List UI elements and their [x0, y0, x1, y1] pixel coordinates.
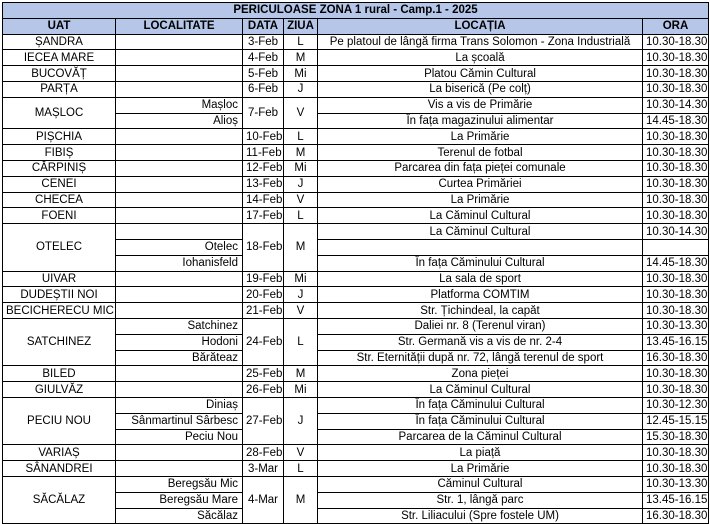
- date-cell: 25-Feb: [243, 366, 284, 382]
- table-row: [3, 476, 709, 492]
- locatia-cell: Platou Cămin Cultural: [318, 66, 643, 82]
- day-cell: J: [284, 287, 318, 303]
- ora-cell: [643, 239, 709, 255]
- locatia-cell: La Primărie: [318, 129, 643, 145]
- date-cell: 26-Feb: [243, 382, 284, 398]
- ora-cell: 10.30-13.30: [643, 318, 709, 334]
- localitate-cell: [116, 66, 243, 82]
- locatia-cell: Căminul Cultural: [318, 476, 643, 492]
- uat-cell: BECICHERECU MIC: [3, 303, 116, 319]
- date-cell: 5-Feb: [243, 66, 284, 82]
- day-cell: L: [284, 318, 318, 365]
- locatia-cell: Terenul de fotbal: [318, 145, 643, 161]
- localitate-cell: Hodoni: [116, 334, 243, 350]
- locatia-cell: În fața Căminului Cultural: [318, 255, 643, 271]
- day-cell: M: [284, 145, 318, 161]
- table-row: [3, 145, 709, 161]
- locatia-cell: Str. Liliacului (Spre fostele UM): [318, 508, 643, 524]
- table-row: [3, 224, 709, 240]
- table-row: [3, 81, 709, 97]
- day-cell: M: [284, 224, 318, 271]
- ora-cell: 10.30-14.30: [643, 97, 709, 113]
- day-cell: M: [284, 50, 318, 66]
- date-cell: 28-Feb: [243, 445, 284, 461]
- day-cell: Mi: [284, 160, 318, 176]
- locatia-cell: În fața Căminului Cultural: [318, 397, 643, 413]
- uat-cell: PIȘCHIA: [3, 129, 116, 145]
- locatia-cell: Curtea Primăriei: [318, 176, 643, 192]
- ora-cell: 10.30-18.30: [643, 145, 709, 161]
- localitate-cell: Iohanisfeld: [116, 255, 243, 271]
- date-cell: 24-Feb: [243, 318, 284, 365]
- date-cell: 19-Feb: [243, 271, 284, 287]
- date-cell: 13-Feb: [243, 176, 284, 192]
- table-title: PERICULOASE ZONA 1 rural - Camp.1 - 2025: [3, 3, 709, 19]
- ora-cell: 10.30-18.30: [643, 129, 709, 145]
- header-ziua: ZIUA: [284, 18, 318, 34]
- locatia-cell: La sala de sport: [318, 271, 643, 287]
- uat-cell: PECIU NOU: [3, 397, 116, 444]
- localitate-cell: Beregsău Mic: [116, 476, 243, 492]
- date-cell: 20-Feb: [243, 287, 284, 303]
- localitate-cell: Sânmartinul Sârbesc: [116, 413, 243, 429]
- ora-cell: 14.45-18.30: [643, 255, 709, 271]
- localitate-cell: Mașloc: [116, 97, 243, 113]
- date-cell: 4-Feb: [243, 50, 284, 66]
- locatia-cell: Str. Germană vis a vis de nr. 2-4: [318, 334, 643, 350]
- uat-cell: ȘANDRA: [3, 34, 116, 50]
- day-cell: M: [284, 476, 318, 523]
- localitate-cell: [116, 160, 243, 176]
- header-locatia: LOCAȚIA: [318, 18, 643, 34]
- localitate-cell: Săcălaz: [116, 508, 243, 524]
- date-cell: 18-Feb: [243, 224, 284, 271]
- localitate-cell: [116, 287, 243, 303]
- table-row: [3, 176, 709, 192]
- localitate-cell: [116, 382, 243, 398]
- localitate-cell: Otelec: [116, 239, 243, 255]
- ora-cell: 10.30-12.30: [643, 397, 709, 413]
- date-cell: 11-Feb: [243, 145, 284, 161]
- table-row: [3, 97, 709, 113]
- locatia-cell: Pe platoul de lângă firma Trans Solomon - Zona Industrială: [318, 34, 643, 50]
- header-data: DATA: [243, 18, 284, 34]
- day-cell: V: [284, 97, 318, 129]
- header-ora: ORA: [643, 18, 709, 34]
- locatia-cell: La Căminul Cultural: [318, 382, 643, 398]
- uat-cell: VARIAȘ: [3, 445, 116, 461]
- date-cell: 27-Feb: [243, 397, 284, 444]
- date-cell: 10-Feb: [243, 129, 284, 145]
- uat-cell: SĂCĂLAZ: [3, 476, 116, 523]
- schedule-body: [3, 34, 709, 524]
- day-cell: V: [284, 445, 318, 461]
- ora-cell: 10.30-18.30: [643, 461, 709, 477]
- ora-cell: 10.30-18.30: [643, 34, 709, 50]
- day-cell: Mi: [284, 382, 318, 398]
- header-uat: UAT: [3, 18, 116, 34]
- locatia-cell: La biserică (Pe colț): [318, 81, 643, 97]
- uat-cell: FIBIȘ: [3, 145, 116, 161]
- locatia-cell: La Primărie: [318, 192, 643, 208]
- ora-cell: 10.30-18.30: [643, 176, 709, 192]
- uat-cell: IECEA MARE: [3, 50, 116, 66]
- uat-cell: CĂRPINIȘ: [3, 160, 116, 176]
- locatia-cell: Parcarea din fața pieței comunale: [318, 160, 643, 176]
- ora-cell: 10.30-18.30: [643, 208, 709, 224]
- locatia-cell: Vis a vis de Primărie: [318, 97, 643, 113]
- table-row: [3, 208, 709, 224]
- day-cell: L: [284, 208, 318, 224]
- table-row: [3, 461, 709, 477]
- locatia-cell: În fața Căminului Cultural: [318, 413, 643, 429]
- uat-cell: FOENI: [3, 208, 116, 224]
- localitate-cell: [116, 224, 243, 240]
- localitate-cell: [116, 50, 243, 66]
- locatia-cell: Platforma COMTIM: [318, 287, 643, 303]
- uat-cell: CENEI: [3, 176, 116, 192]
- uat-cell: SÂNANDREI: [3, 461, 116, 477]
- localitate-cell: Satchinez: [116, 318, 243, 334]
- localitate-cell: [116, 81, 243, 97]
- table-row: [3, 192, 709, 208]
- ora-cell: 16.30-18.30: [643, 350, 709, 366]
- table-row: [3, 160, 709, 176]
- ora-cell: 10.30-18.30: [643, 382, 709, 398]
- day-cell: J: [284, 397, 318, 444]
- locatia-cell: În fața magazinului alimentar: [318, 113, 643, 129]
- ora-cell: 10.30-18.30: [643, 303, 709, 319]
- ora-cell: 10.30-18.30: [643, 160, 709, 176]
- locatia-cell: Str. Țichindeal, la capăt: [318, 303, 643, 319]
- day-cell: L: [284, 461, 318, 477]
- locatia-cell: Parcarea de la Căminul Cultural: [318, 429, 643, 445]
- locatia-cell: Zona pieței: [318, 366, 643, 382]
- table-row: [3, 66, 709, 82]
- ora-cell: 12.45-15.15: [643, 413, 709, 429]
- ora-cell: 10.30-14.30: [643, 224, 709, 240]
- ora-cell: 13.45-16.15: [643, 334, 709, 350]
- localitate-cell: [116, 129, 243, 145]
- localitate-cell: [116, 34, 243, 50]
- table-row: [3, 34, 709, 50]
- localitate-cell: Bărăteaz: [116, 350, 243, 366]
- ora-cell: 16.30-18.30: [643, 508, 709, 524]
- table-row: [3, 129, 709, 145]
- day-cell: J: [284, 81, 318, 97]
- table-row: [3, 50, 709, 66]
- date-cell: 4-Mar: [243, 476, 284, 523]
- localitate-cell: Diniaș: [116, 397, 243, 413]
- locatia-cell: La piață: [318, 445, 643, 461]
- uat-cell: BILED: [3, 366, 116, 382]
- locatia-cell: La școală: [318, 50, 643, 66]
- date-cell: 7-Feb: [243, 97, 284, 129]
- date-cell: 3-Feb: [243, 34, 284, 50]
- day-cell: J: [284, 176, 318, 192]
- table-row: [3, 303, 709, 319]
- ora-cell: 14.45-18.30: [643, 113, 709, 129]
- ora-cell: 10.30-18.30: [643, 287, 709, 303]
- day-cell: M: [284, 366, 318, 382]
- table-row: [3, 287, 709, 303]
- localitate-cell: [116, 145, 243, 161]
- locatia-cell: Str. Eternității după nr. 72, lângă terenul de sport: [318, 350, 643, 366]
- header-localitate: LOCALITATE: [116, 18, 243, 34]
- table-row: [3, 271, 709, 287]
- table-row: [3, 445, 709, 461]
- date-cell: 21-Feb: [243, 303, 284, 319]
- day-cell: V: [284, 192, 318, 208]
- localitate-cell: [116, 461, 243, 477]
- ora-cell: 10.30-18.30: [643, 271, 709, 287]
- locatia-cell: Daliei nr. 8 (Terenul viran): [318, 318, 643, 334]
- localitate-cell: [116, 208, 243, 224]
- ora-cell: 10.30-18.30: [643, 66, 709, 82]
- localitate-cell: [116, 192, 243, 208]
- ora-cell: 10.30-18.30: [643, 81, 709, 97]
- ora-cell: 10.30-18.30: [643, 192, 709, 208]
- localitate-cell: Beregsău Mare: [116, 492, 243, 508]
- ora-cell: 13.45-16.15: [643, 492, 709, 508]
- uat-cell: GIULVĂZ: [3, 382, 116, 398]
- ora-cell: 10.30-18.30: [643, 50, 709, 66]
- date-cell: 14-Feb: [243, 192, 284, 208]
- uat-cell: BUCOVĂȚ: [3, 66, 116, 82]
- table-row: [3, 397, 709, 413]
- uat-cell: OTELEC: [3, 224, 116, 271]
- date-cell: 3-Mar: [243, 461, 284, 477]
- uat-cell: MAȘLOC: [3, 97, 116, 129]
- locatia-cell: Str. 1, lângă parc: [318, 492, 643, 508]
- uat-cell: SATCHINEZ: [3, 318, 116, 365]
- schedule-table: [2, 2, 709, 524]
- date-cell: 12-Feb: [243, 160, 284, 176]
- localitate-cell: [116, 366, 243, 382]
- ora-cell: 10.30-13.30: [643, 476, 709, 492]
- table-row: [3, 318, 709, 334]
- day-cell: L: [284, 34, 318, 50]
- localitate-cell: [116, 445, 243, 461]
- uat-cell: UIVAR: [3, 271, 116, 287]
- localitate-cell: [116, 271, 243, 287]
- localitate-cell: [116, 176, 243, 192]
- date-cell: 6-Feb: [243, 81, 284, 97]
- locatia-cell: La Primărie: [318, 461, 643, 477]
- uat-cell: DUDEȘTII NOI: [3, 287, 116, 303]
- date-cell: 17-Feb: [243, 208, 284, 224]
- day-cell: V: [284, 303, 318, 319]
- day-cell: L: [284, 129, 318, 145]
- table-row: [3, 382, 709, 398]
- uat-cell: PARȚA: [3, 81, 116, 97]
- uat-cell: CHECEA: [3, 192, 116, 208]
- locatia-cell: La Căminul Cultural: [318, 224, 643, 240]
- ora-cell: 10.30-18.30: [643, 445, 709, 461]
- day-cell: Mi: [284, 66, 318, 82]
- ora-cell: 10.30-18.30: [643, 366, 709, 382]
- day-cell: Mi: [284, 271, 318, 287]
- locatia-cell: [318, 239, 643, 255]
- localitate-cell: Alioș: [116, 113, 243, 129]
- table-row: [3, 366, 709, 382]
- ora-cell: 15.30-18.30: [643, 429, 709, 445]
- localitate-cell: [116, 303, 243, 319]
- locatia-cell: La Căminul Cultural: [318, 208, 643, 224]
- localitate-cell: Peciu Nou: [116, 429, 243, 445]
